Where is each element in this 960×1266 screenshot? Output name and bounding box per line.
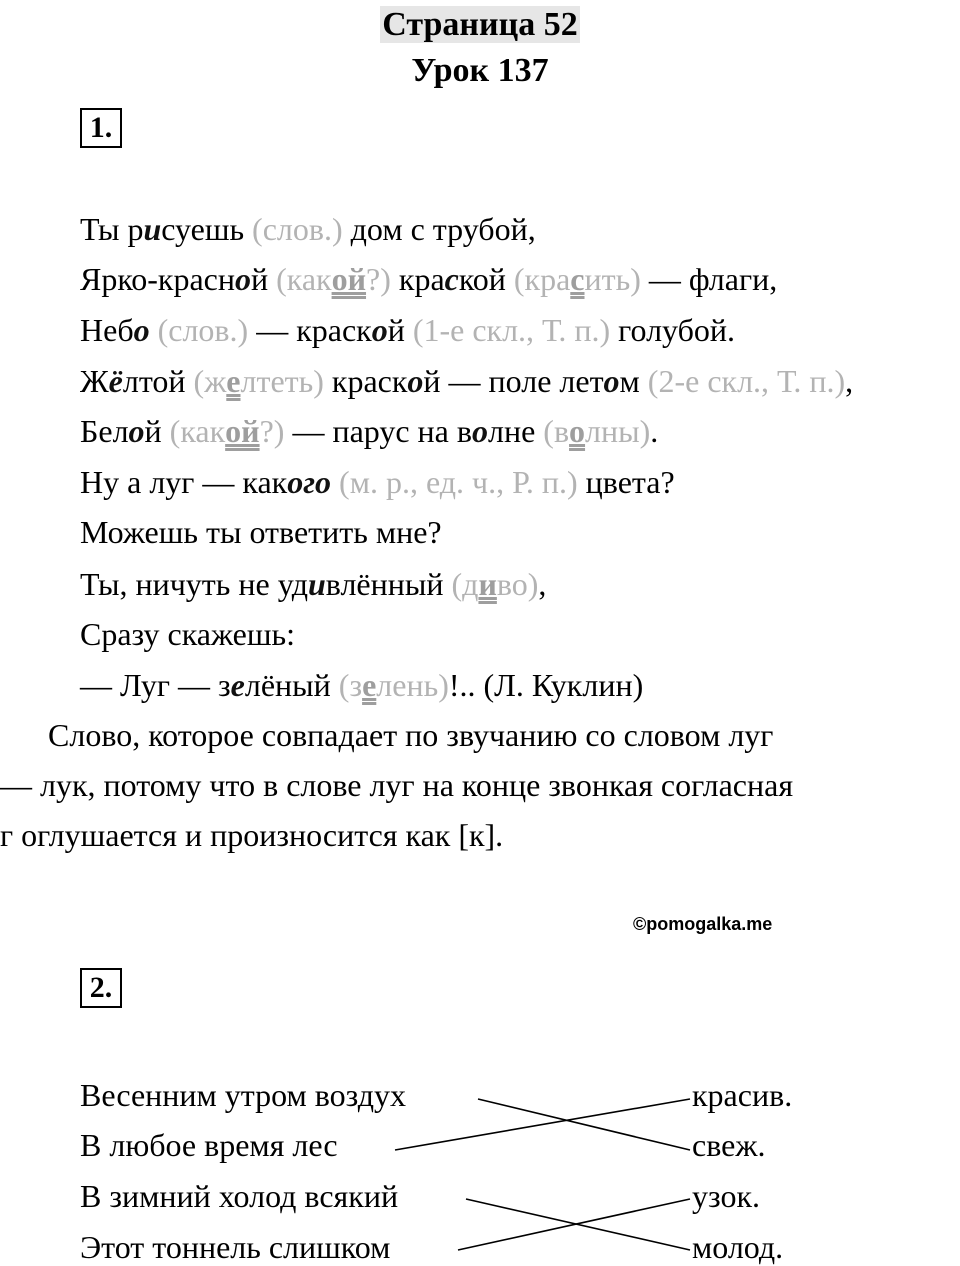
grammar-hint: (кра bbox=[513, 261, 571, 297]
poem-line bbox=[80, 565, 546, 603]
highlighted-letter: с bbox=[444, 261, 459, 297]
poem-line bbox=[80, 260, 777, 298]
poem-text: й — поле лет bbox=[423, 363, 604, 399]
poem-text: й bbox=[251, 261, 277, 297]
poem-text: кра bbox=[390, 261, 445, 297]
grammar-hint: (д bbox=[451, 566, 479, 602]
poem-line bbox=[80, 615, 295, 653]
poem-text bbox=[331, 464, 339, 500]
poem-text: , bbox=[538, 566, 547, 602]
grammar-hint: с bbox=[570, 261, 585, 297]
poem-text: Бел bbox=[80, 413, 129, 449]
poem-text: — Луг — з bbox=[80, 667, 231, 703]
poem-text: кой bbox=[458, 261, 514, 297]
grammar-hint: е bbox=[362, 667, 377, 703]
grammar-hint: (м. р., ед. ч., Р. п.) bbox=[339, 464, 578, 500]
poem-text: й bbox=[144, 413, 170, 449]
explanation-line: — лук, потому что в слове луг на конце звонкая согласная bbox=[0, 767, 794, 803]
grammar-hint: лень) bbox=[376, 667, 449, 703]
matching-lines bbox=[0, 1070, 960, 1265]
grammar-hint: е bbox=[226, 363, 241, 399]
left-phrase: Этот тоннель слишком bbox=[80, 1229, 391, 1265]
poem-text: Можешь ты ответить мне? bbox=[80, 514, 442, 550]
highlighted-letter: о bbox=[471, 413, 488, 449]
poem-text: Ярко-красн bbox=[80, 261, 235, 297]
poem-text: голубой. bbox=[610, 312, 736, 348]
poem-text: й bbox=[387, 312, 413, 348]
poem-line bbox=[80, 210, 536, 248]
grammar-hint: ?) bbox=[366, 261, 391, 297]
grammar-hint: и bbox=[478, 566, 497, 602]
left-phrase: В любое время лес bbox=[80, 1127, 338, 1163]
poem-text: краск bbox=[323, 363, 408, 399]
poem-text: Неб bbox=[80, 312, 134, 348]
poem-line bbox=[80, 362, 853, 400]
watermark: ©pomogalka.me bbox=[633, 914, 773, 934]
poem-text: лёный bbox=[244, 667, 339, 703]
match-line bbox=[478, 1099, 690, 1150]
explanation-line: Слово, которое совпадает по звучанию со словом луг bbox=[0, 717, 774, 753]
grammar-hint: ить) bbox=[584, 261, 641, 297]
exercise-1-number: 1. bbox=[80, 108, 122, 148]
poem-text: влённый bbox=[325, 566, 452, 602]
grammar-hint: (з bbox=[338, 667, 363, 703]
poem-text: Ты, ничуть не уд bbox=[80, 566, 308, 602]
highlighted-letter: и bbox=[143, 211, 162, 247]
poem-text: Ты р bbox=[80, 211, 144, 247]
highlighted-letter: о bbox=[133, 312, 150, 348]
poem-line bbox=[80, 463, 675, 501]
explanation-line: г оглушается и произносится как [к]. bbox=[0, 817, 504, 853]
match-line bbox=[395, 1099, 690, 1150]
left-phrase: В зимний холод всякий bbox=[80, 1178, 399, 1214]
poem-text: м bbox=[619, 363, 648, 399]
grammar-hint: (как bbox=[276, 261, 332, 297]
grammar-hint: во) bbox=[496, 566, 539, 602]
grammar-hint: ой bbox=[331, 261, 367, 297]
grammar-hint: лтеть) bbox=[240, 363, 324, 399]
poem-text: !.. (Л. Куклин) bbox=[448, 667, 644, 703]
right-word: узок. bbox=[692, 1178, 760, 1214]
page-title: Страница 52 bbox=[382, 6, 578, 43]
poem-text: — парус на в bbox=[284, 413, 472, 449]
poem-text: цвета? bbox=[577, 464, 675, 500]
explanation-paragraph bbox=[0, 710, 960, 860]
poem-text: — флаги, bbox=[640, 261, 778, 297]
poem-text: лне bbox=[487, 413, 544, 449]
right-word: свеж. bbox=[692, 1127, 766, 1163]
left-phrase: Весенним утром воздух bbox=[80, 1077, 407, 1113]
highlighted-letter: ё bbox=[108, 363, 123, 399]
poem-text bbox=[150, 312, 158, 348]
poem-text: дом с трубой, bbox=[342, 211, 536, 247]
poem-line bbox=[80, 311, 735, 349]
highlighted-letter: о bbox=[371, 312, 388, 348]
poem-text: лтой bbox=[122, 363, 194, 399]
highlighted-letter: о bbox=[407, 363, 424, 399]
highlighted-letter: о bbox=[235, 261, 251, 297]
grammar-hint: (в bbox=[543, 413, 570, 449]
grammar-hint: (слов.) bbox=[252, 211, 343, 247]
exercise-2-number: 2. bbox=[80, 968, 122, 1008]
lesson-title: Урок 137 bbox=[411, 52, 549, 89]
poem-text: — краск bbox=[248, 312, 372, 348]
poem-text: , bbox=[845, 363, 854, 399]
right-word: красив. bbox=[692, 1077, 793, 1113]
grammar-hint: лны) bbox=[585, 413, 651, 449]
poem-text: . bbox=[650, 413, 659, 449]
grammar-hint: (слов.) bbox=[157, 312, 249, 348]
highlighted-letter: е bbox=[230, 667, 245, 703]
highlighted-letter: ого bbox=[287, 464, 332, 500]
right-word: молод. bbox=[692, 1229, 784, 1265]
poem-line bbox=[80, 513, 442, 551]
highlighted-letter: и bbox=[307, 566, 326, 602]
grammar-hint: о bbox=[569, 413, 586, 449]
poem-text: Сразу скажешь: bbox=[80, 616, 295, 652]
grammar-hint: (2-е скл., Т. п.) bbox=[647, 363, 846, 399]
grammar-hint: (как bbox=[169, 413, 226, 449]
highlighted-letter: о bbox=[603, 363, 620, 399]
poem-text: Ж bbox=[80, 363, 109, 399]
poem-line bbox=[80, 412, 658, 450]
grammar-hint: (ж bbox=[193, 363, 227, 399]
poem-text: Ну а луг — как bbox=[80, 464, 288, 500]
grammar-hint: ?) bbox=[259, 413, 285, 449]
grammar-hint: (1-е скл., Т. п.) bbox=[412, 312, 611, 348]
poem-text: суешь bbox=[161, 211, 253, 247]
poem-line bbox=[80, 666, 643, 704]
highlighted-letter: о bbox=[128, 413, 145, 449]
grammar-hint: ой bbox=[225, 413, 260, 449]
